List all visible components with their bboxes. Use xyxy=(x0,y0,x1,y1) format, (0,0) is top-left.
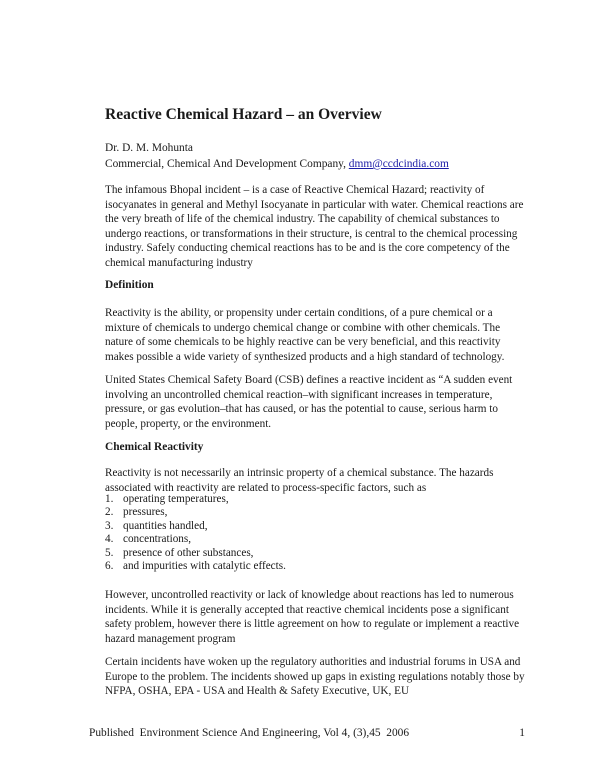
list-item-number: 1. xyxy=(105,493,114,505)
list-item-text: presence of other substances, xyxy=(123,546,254,559)
list-item xyxy=(105,520,286,533)
definition-paragraph-1: Reactivity is the ability, or propensity under certain conditions, of a pure chemical or a mixture of chemicals to undergo chemical change or combine with other chemicals. The nature of some chemicals to be highly reactive can be very beneficial, and this reactivity makes possible a wide variety of synthesized products and a high standard of technology. xyxy=(105,307,505,363)
factors-list xyxy=(105,493,286,573)
list-item-text: quantities handled, xyxy=(123,519,208,532)
reactivity-paragraph-3: Certain incidents have woken up the regulatory authorities and industrial forums in USA and Europe to the problem. The incidents showed up gaps in existing regulations notably those by NFPA, OSHA, EPA - USA and Health & Safety Executive, UK, EU xyxy=(105,656,525,698)
list-item-number: 4. xyxy=(105,533,114,546)
list-item xyxy=(105,547,286,560)
reactivity-paragraph-1: Reactivity is not necessarily an intrinsic property of a chemical substance. The hazards associated with reactivity are related to process-specific factors, such as xyxy=(105,467,494,494)
author-affiliation: Commercial, Chemical And Development Company, xyxy=(105,158,349,170)
page-footer xyxy=(89,727,525,739)
list-item xyxy=(105,493,286,506)
list-item-text: and impurities with catalytic effects. xyxy=(123,560,286,573)
list-item xyxy=(105,533,286,546)
list-item-number: 3. xyxy=(105,519,114,532)
list-item-number: 2. xyxy=(105,506,114,519)
list-item xyxy=(105,506,286,519)
page-number: 1 xyxy=(519,727,525,739)
list-item-text: pressures, xyxy=(123,506,168,519)
list-item-text: concentrations, xyxy=(123,533,192,546)
list-item-number: 6. xyxy=(105,560,114,573)
heading-definition: Definition xyxy=(105,279,154,291)
author-email-link[interactable]: dmm@ccdcindia.com xyxy=(348,158,449,170)
list-item xyxy=(105,560,286,573)
list-item-text: operating temperatures, xyxy=(123,493,229,505)
document-title: Reactive Chemical Hazard – an Overview xyxy=(105,106,382,123)
author-affiliation-line xyxy=(105,156,449,172)
list-item-number: 5. xyxy=(105,546,114,559)
heading-chemical-reactivity: Chemical Reactivity xyxy=(105,441,204,453)
reactivity-paragraph-2: However, uncontrolled reactivity or lack of knowledge about reactions has led to numerous incidents. While it is generally accepted that reactive chemical incidents pose a significant safety problem, however there is little agreement on how to regulate or implement a reactive hazard management program xyxy=(105,589,520,645)
footer-citation: Published Environment Science And Engineering, Vol 4, (3),45 2006 xyxy=(89,727,410,739)
intro-paragraph: The infamous Bhopal incident – is a case of Reactive Chemical Hazard; reactivity of isocyanates in general and Methyl Isocyanate in particular with water. Chemical reactions are the very breath of life of the chemical industry. The capability of chemical substances to undergo reactions, or transformations in their structure, is central to the chemical processing industry. Safely conducting chemical reactions has to be and is the core competency of the chemical manufacturing industry xyxy=(105,184,524,269)
author-name: Dr. D. M. Mohunta xyxy=(105,142,193,154)
author-block xyxy=(105,140,449,172)
definition-paragraph-2: United States Chemical Safety Board (CSB) defines a reactive incident as “A sudden event involving an uncontrolled chemical reaction–with significant increases in temperature, pressure, or gas evolution–that has caused, or has the potential to cause, serious harm to people, property, or the environment. xyxy=(105,374,513,430)
